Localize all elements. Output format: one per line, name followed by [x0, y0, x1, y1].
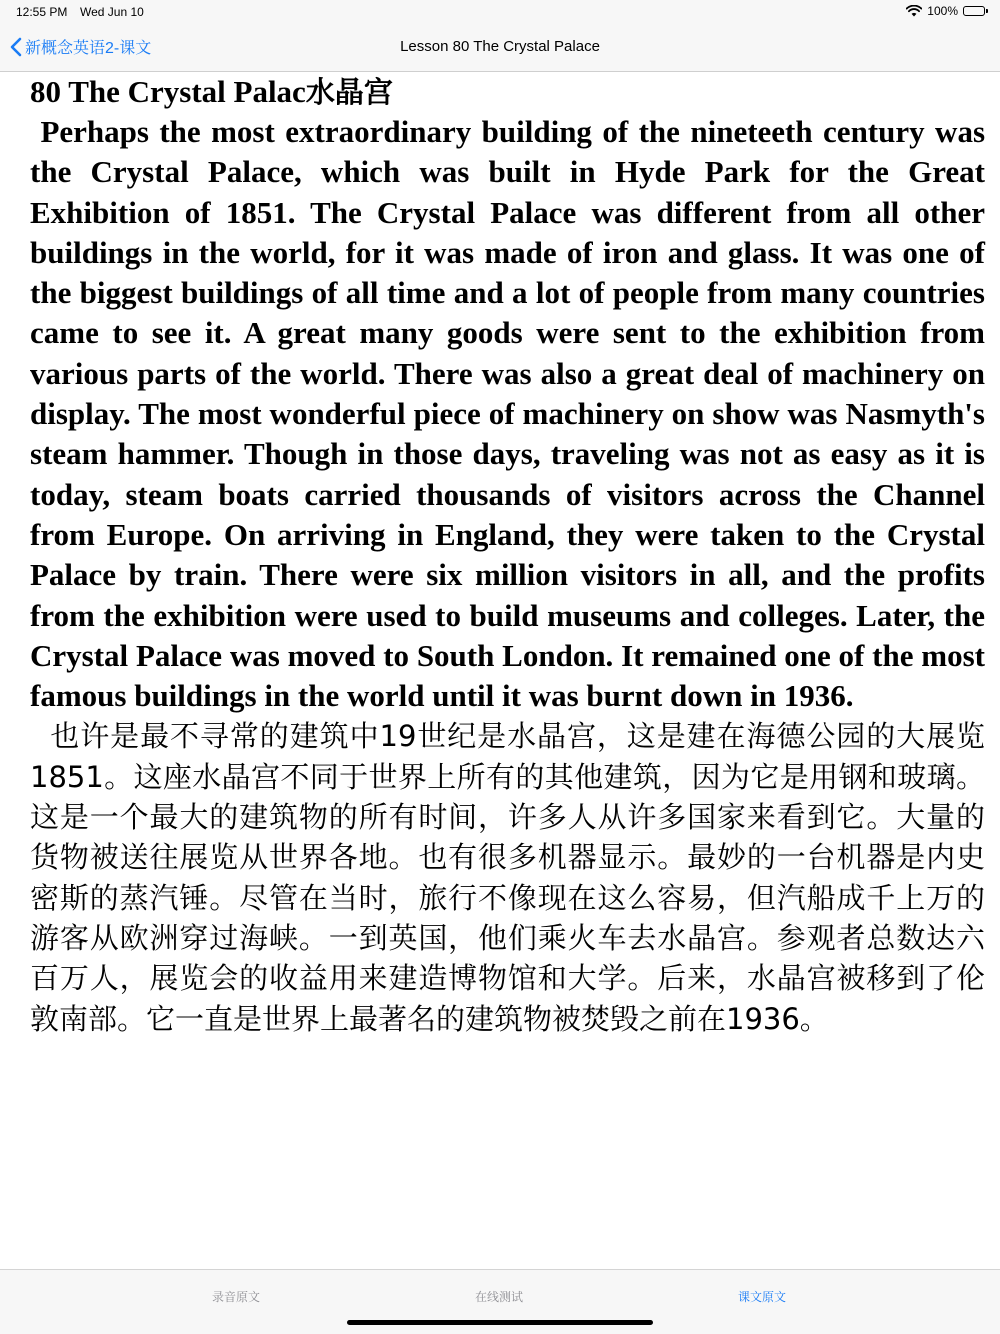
- tab-lesson-text[interactable]: 课文原文: [737, 1290, 786, 1304]
- lesson-heading-cn: 水晶宫: [305, 75, 393, 109]
- status-indicators: [906, 4, 988, 18]
- page-title: Lesson 80 The Crystal Palace: [400, 38, 600, 55]
- status-bar: [0, 0, 1000, 24]
- chinese-paragraph: 也许是最不寻常的建筑中19世纪是水晶宫，这是建在海德公园的大展览1851。这座水晶宫不同于世界上所有的其他建筑，因为它是用钢和玻璃。这是一个最大的建筑物的所有时间，许多人从许多国家来看到它。大量的货物被送往展览从世界各地。也有很多机器显示。最妙的一台机器是内史密斯的蒸汽锤。尽管在当时，旅行不像现在这么容易，但汽船成千上万的游客从欧洲穿过海峡。一到英国，他们乘火车去水晶宫。参观者总数达六百万人，展览会的收益用来建造博物馆和大学。后来，水晶宫被移到了伦敦南部。它一直是世界上最著名的建筑物被焚毁之前在1936。: [30, 719, 986, 1036]
- wifi-icon: [906, 5, 922, 17]
- status-date: Wed Jun 10: [80, 5, 144, 19]
- tab-online-test[interactable]: 在线测试: [474, 1290, 523, 1304]
- home-indicator: [347, 1320, 653, 1325]
- back-button-label: 新概念英语2-课文: [25, 40, 152, 57]
- navigation-bar: [0, 24, 1000, 72]
- tab-recording-original[interactable]: 录音原文: [211, 1290, 260, 1304]
- lesson-heading: [30, 72, 985, 112]
- english-paragraph: Perhaps the most extraordinary building of the nineteeth century was the Crystal Palace, which was built in Hyde Park for the Great Exhibition of 1851. The Crystal Palace was different from all other buildings in the world, for it was made of iron and glass. It was one of the biggest buildings of all time and a lot of people from many countries came to see it. A great many goods were sent to the exhibition from various parts of the world. There was also a great deal of machinery on display. The most wonderful piece of machinery on show was Nasmyth's steam hammer. Though in those days, traveling was not as easy as it is today, steam boats carried thousands of visitors across the Channel from Europe. On arriving in England, they were taken to the Crystal Palace by train. There were six million visitors in all, and the profits from the exhibition were used to build museums and colleges. Later, the Crystal Palace was moved to South London. It remained one of the most famous buildings in the world until it was burnt down in 1936.: [30, 114, 993, 714]
- status-time: 12:55 PM: [16, 5, 68, 19]
- lesson-heading-en: 80 The Crystal Palac: [30, 74, 306, 109]
- battery-percent: 100%: [927, 4, 958, 18]
- lesson-content: [30, 72, 993, 1039]
- battery-icon: [963, 6, 988, 16]
